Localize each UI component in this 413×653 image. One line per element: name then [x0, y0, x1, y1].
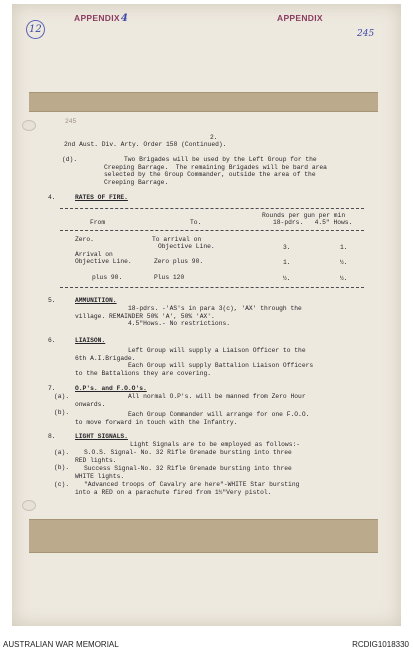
table-rule [60, 287, 364, 288]
section-6-line: to the Battalions they are covering. [75, 369, 212, 377]
section-8c-line: into a RED on a parachute fired from 1½"Very pistol. [75, 488, 272, 496]
table-cell-to: Zero plus 90. [154, 258, 204, 265]
table-rule [60, 230, 364, 231]
table-header-sub: 18-pdrs. 4.5" Hows. [273, 219, 353, 226]
section-7a-line: onwards. [75, 400, 106, 408]
section-8b-line: WHITE lights. [75, 472, 125, 480]
table-cell-to: Objective Line. [158, 243, 215, 250]
appendix-stamp-right: APPENDIX [277, 13, 323, 23]
section-8-intro: Light Signals are to be employed as follows:- [130, 441, 301, 448]
table-cell-how: ½. [340, 259, 348, 266]
section-5-line: 4.5"Hows.- No restrictions. [128, 320, 231, 327]
section-8-title: LIGHT SIGNALS. [75, 433, 128, 440]
section-8c-label: (c). [54, 481, 70, 488]
section-8b-label: (b). [54, 464, 70, 471]
section-7-number: 7. [48, 385, 56, 392]
table-cell-how: ½. [340, 275, 348, 282]
section-8a-line: RED lights. [75, 456, 117, 464]
section-8b-line: Success Signal-No. 32 Rifle Grenade bursting into three [84, 465, 292, 472]
punch-hole [22, 120, 36, 131]
para-d-line: Two Brigades will be used by the Left Group for the [124, 156, 317, 163]
order-heading: 2nd Aust. Div. Arty. Order 158 (Continued). [64, 141, 227, 148]
section-7a-line: All normal O.P's. will be manned from Zero Hour [128, 393, 306, 400]
table-cell-18pdr: ½. [283, 275, 291, 282]
table-cell-how: 1. [340, 244, 348, 251]
page-number: 2. [210, 134, 218, 141]
table-header-to: To. [190, 219, 202, 226]
section-8a-label: (a). [54, 449, 70, 456]
table-header-from: From [90, 219, 106, 226]
section-6-number: 6. [48, 337, 56, 344]
table-cell-from: plus 90. [92, 274, 123, 281]
table-cell-from: Arrival on [75, 251, 113, 258]
section-5-line: 18-pdrs. -'AS's in para 3(c), 'AX' through the [128, 305, 302, 312]
section-5-title: AMMUNITION. [75, 297, 117, 304]
section-6-title: LIAISON. [75, 337, 106, 344]
table-cell-18pdr: 3. [283, 244, 291, 251]
section-7b-line: Each Group Commander will arrange for one F.O.O. [128, 411, 310, 418]
section-5-line: village. REMAINDER 50% 'A', 50% 'AX'. [75, 312, 215, 320]
section-6-line: 6th A.I.Brigade. [75, 354, 136, 362]
table-rule [60, 208, 364, 209]
footer-source: AUSTRALIAN WAR MEMORIAL [3, 640, 119, 649]
punch-hole [22, 500, 36, 511]
table-cell-to: Plus 120 [154, 274, 185, 281]
appendix-number: 4 [120, 13, 129, 24]
section-8a-line: S.O.S. Signal- No. 32 Rifle Grenade bursting into three [84, 449, 292, 456]
faint-pencil-number: 245 [65, 118, 77, 125]
table-header-rounds: Rounds per gun per min [262, 212, 346, 219]
section-7b-line: to move forward in touch with the Infantry. [75, 418, 238, 426]
table-cell-to: To arrival on [152, 236, 202, 243]
para-d-line: Creeping Barrage. [104, 178, 169, 186]
para-d-line: Creeping Barrage. The remaining Brigades will be bard area [104, 163, 327, 171]
section-6-line: Left Group will supply a Liaison Officer to the [128, 347, 306, 354]
appendix-stamp-left: APPENDIX4 [74, 13, 129, 24]
section-4-number: 4. [48, 194, 56, 201]
table-cell-18pdr: 1. [283, 259, 291, 266]
footer-record-id: RCDIG1018330 [352, 640, 409, 649]
table-cell-from: Zero. [75, 236, 94, 243]
section-7b-label: (b). [54, 409, 70, 416]
section-7-title: O.P's. and F.O.O's. [75, 385, 147, 392]
section-6-line: Each Group will supply Battalion Liaison Officers [128, 362, 314, 369]
handwritten-circle-number: 12 [26, 20, 45, 39]
section-5-number: 5. [48, 297, 56, 304]
section-8-number: 8. [48, 433, 56, 440]
section-8c-line: "Advanced troops of Cavalry are here"-WHITE Star bursting [84, 481, 300, 488]
tape-strip-top [29, 92, 378, 112]
table-cell-from: Objective Line. [75, 258, 132, 265]
para-d-label: (d). [62, 156, 78, 163]
handwritten-folio-number: 245 [357, 29, 375, 39]
section-4-title: RATES OF FIRE. [75, 194, 128, 201]
tape-strip-bottom [29, 519, 378, 553]
section-7a-label: (a). [54, 393, 70, 400]
para-d-line: selected by the Group Commander, outside the area of the [104, 171, 316, 178]
